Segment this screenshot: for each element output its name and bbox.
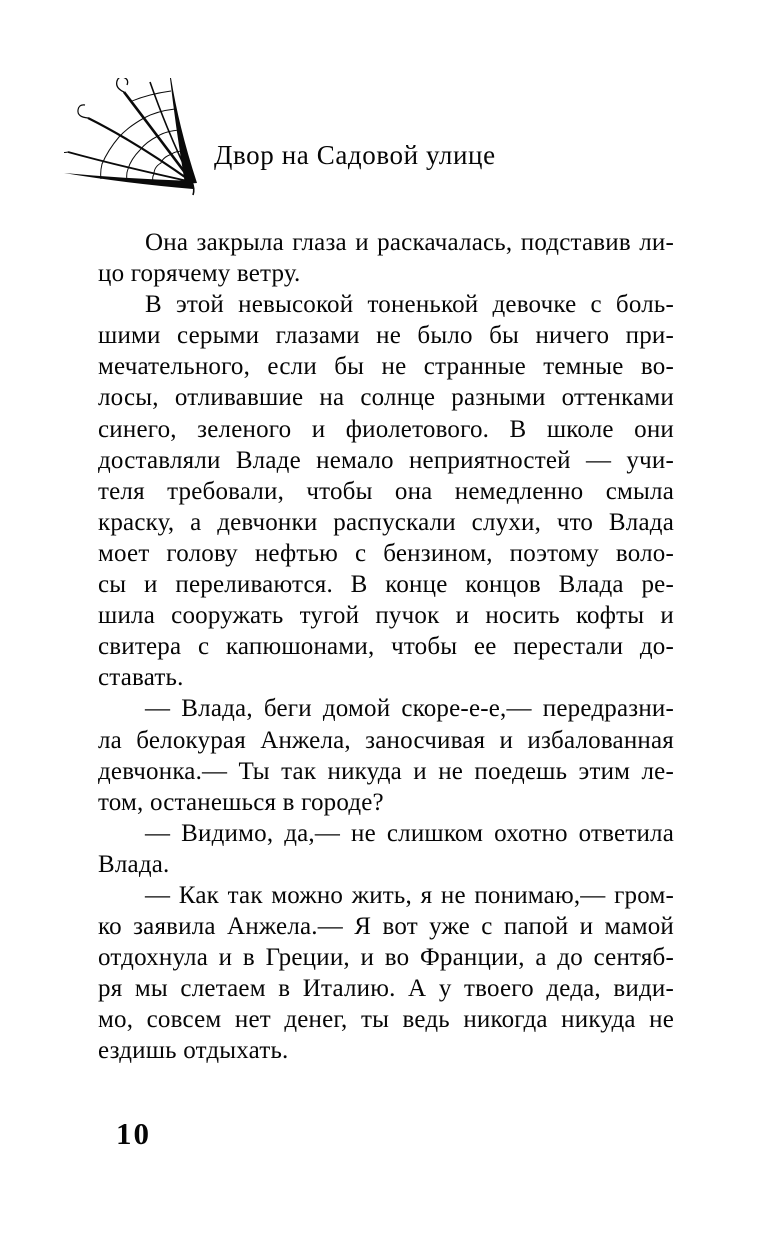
paragraph bbox=[98, 289, 674, 693]
text-line: шими серыми глазами не было бы ничего при- bbox=[98, 322, 674, 350]
text-line: теля требовали, чтобы она немедленно смыла bbox=[98, 477, 674, 505]
text-line: Она закрыла глаза и раскачалась, подставив ли- bbox=[145, 229, 674, 256]
text-line: том, останешься в городе? bbox=[98, 788, 384, 816]
text-line: ко заявила Анжела.— Я вот уже с папой и мамой bbox=[98, 913, 674, 941]
text-line: — Влада, беги домой скоре-е-е,— передразни- bbox=[145, 695, 674, 723]
text-line: краску, а девчонки распускали слухи, что Влада bbox=[98, 508, 674, 536]
page-number: 10 bbox=[116, 1116, 151, 1151]
text-line: В этой невысокой тоненькой девочке с боль- bbox=[145, 291, 674, 319]
text-line: мечательного, если бы не странные темные во- bbox=[98, 353, 674, 381]
text-line: ла белокурая Анжела, заносчивая и избалованная bbox=[98, 726, 674, 754]
text-line: ставать. bbox=[98, 664, 184, 692]
text-line: Влада. bbox=[98, 850, 170, 878]
text-line: сы и переливаются. В конце концов Влада ре- bbox=[98, 571, 674, 599]
text-line: доставляли Владе немало неприятностей — учи- bbox=[98, 446, 674, 474]
paragraph bbox=[98, 227, 674, 289]
text-line: синего, зеленого и фиолетового. В школе они bbox=[98, 415, 674, 443]
paragraph bbox=[98, 880, 674, 1067]
spiderweb-corner-icon bbox=[64, 78, 212, 196]
text-line: мо, совсем нет денег, ты ведь никогда никуда не bbox=[98, 1006, 674, 1034]
text-line: моет голову нефтью с бензином, поэтому воло- bbox=[98, 539, 674, 567]
text-line: — Как так можно жить, я не понимаю,— гром- bbox=[145, 881, 674, 909]
running-title: Двор на Садовой улице bbox=[214, 140, 496, 170]
body-text bbox=[98, 227, 674, 1067]
text-line: цо горячему ветру. bbox=[98, 260, 301, 288]
paragraph bbox=[98, 693, 674, 817]
text-line: ря мы слетаем в Италию. А у твоего деда, види- bbox=[98, 975, 674, 1003]
paragraph bbox=[98, 818, 674, 880]
text-line: ездишь отдыхать. bbox=[98, 1037, 289, 1065]
text-line: отдохнула и в Греции, и во Франции, а до сентяб- bbox=[98, 944, 674, 972]
text-line: — Видимо, да,— не слишком охотно ответила bbox=[145, 819, 674, 847]
text-line: свитера с капюшонами, чтобы ее перестали до- bbox=[98, 633, 674, 661]
text-line: лосы, отливавшие на солнце разными оттенками bbox=[98, 384, 674, 412]
text-line: девчонка.— Ты так никуда и не поедешь этим ле- bbox=[98, 757, 674, 785]
text-line: шила сооружать тугой пучок и носить кофты и bbox=[98, 602, 674, 630]
